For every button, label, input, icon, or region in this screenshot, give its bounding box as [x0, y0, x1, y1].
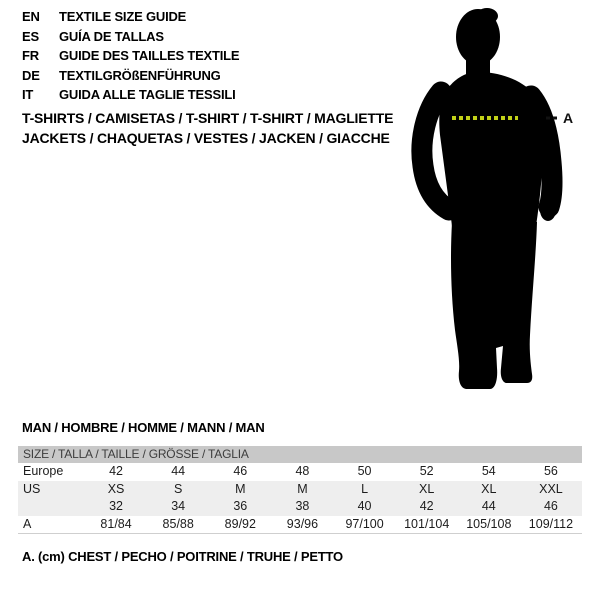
- size-cell: 93/96: [286, 516, 319, 531]
- size-cell: 46: [233, 464, 248, 478]
- size-table-header: SIZE / TALLA / TAILLE / GRÖSSE / TAGLIA: [18, 446, 582, 463]
- size-cell: 36: [233, 499, 248, 513]
- size-cell: 46: [543, 499, 558, 513]
- size-cell: L: [361, 481, 369, 496]
- size-cell: 32: [109, 499, 124, 513]
- row-label: US: [23, 481, 41, 496]
- size-cell: 40: [357, 499, 372, 513]
- size-cell: S: [174, 481, 183, 496]
- man-silhouette-svg: [395, 0, 600, 412]
- table-row-us-numeric: [18, 498, 582, 516]
- size-cell: M: [297, 481, 308, 496]
- size-cell: XL: [481, 481, 497, 496]
- size-cell: 81/84: [100, 516, 132, 531]
- language-row: [22, 46, 239, 66]
- language-code: DE: [22, 67, 40, 83]
- size-cell: 54: [481, 464, 496, 478]
- language-code: FR: [22, 48, 39, 63]
- category-lines: [22, 108, 393, 148]
- size-cell: 85/88: [162, 516, 194, 531]
- language-label: GUIDA ALLE TAGLIE TESSILI: [59, 87, 236, 102]
- category-line-jackets: JACKETS / CHAQUETAS / VESTES / JACKEN / GIACCHE: [22, 130, 390, 146]
- size-cell: 105/108: [466, 516, 512, 531]
- size-cell: 48: [295, 464, 310, 478]
- row-label: A: [23, 516, 32, 531]
- row-label: [18, 498, 85, 516]
- language-row: [22, 66, 239, 86]
- measure-label-a: A: [563, 110, 574, 126]
- table-row-us: [18, 481, 582, 499]
- size-cell: 97/100: [345, 516, 384, 531]
- size-cell: 56: [543, 464, 558, 478]
- size-cell: XL: [419, 481, 435, 496]
- language-code: IT: [22, 87, 34, 102]
- measure-footnote: A. (cm) CHEST / PECHO / POITRINE / TRUHE / PETTO: [22, 549, 343, 564]
- table-row-chest-cm: [18, 516, 582, 535]
- size-cell: 44: [481, 499, 496, 513]
- silhouette-shape: [422, 8, 556, 389]
- language-code: ES: [22, 28, 39, 44]
- size-cell: XS: [107, 481, 125, 496]
- section-title-man: MAN / HOMBRE / HOMME / MANN / MAN: [22, 420, 265, 435]
- language-list: [22, 7, 239, 105]
- language-row: [22, 7, 239, 27]
- table-row-europe: [18, 463, 582, 481]
- language-label: TEXTILE SIZE GUIDE: [59, 9, 187, 24]
- size-cell: 44: [171, 464, 186, 478]
- language-row: [22, 27, 239, 47]
- language-row: [22, 85, 239, 105]
- size-cell: 101/104: [404, 516, 450, 531]
- category-line-tshirts: T-SHIRTS / CAMISETAS / T-SHIRT / T-SHIRT / MAGLIETTE: [22, 110, 394, 126]
- size-cell: 34: [171, 499, 186, 513]
- size-cell: M: [235, 481, 246, 496]
- size-cell: 38: [295, 499, 310, 513]
- man-silhouette-figure: [395, 0, 600, 412]
- size-cell: 42: [109, 464, 124, 478]
- size-cell: 42: [419, 499, 434, 513]
- size-cell: 109/112: [528, 516, 574, 531]
- size-cell: XXL: [539, 481, 563, 496]
- size-cell: 89/92: [224, 516, 256, 531]
- language-label: GUIDE DES TAILLES TEXTILE: [59, 48, 240, 63]
- language-code: EN: [22, 9, 40, 24]
- language-label: GUÍA DE TALLAS: [59, 28, 164, 44]
- size-table: [18, 446, 582, 534]
- language-label: TEXTILGRÖßENFÜHRUNG: [59, 67, 221, 83]
- row-label: Europe: [23, 464, 64, 478]
- size-cell: 52: [419, 464, 434, 478]
- size-cell: 50: [357, 464, 372, 478]
